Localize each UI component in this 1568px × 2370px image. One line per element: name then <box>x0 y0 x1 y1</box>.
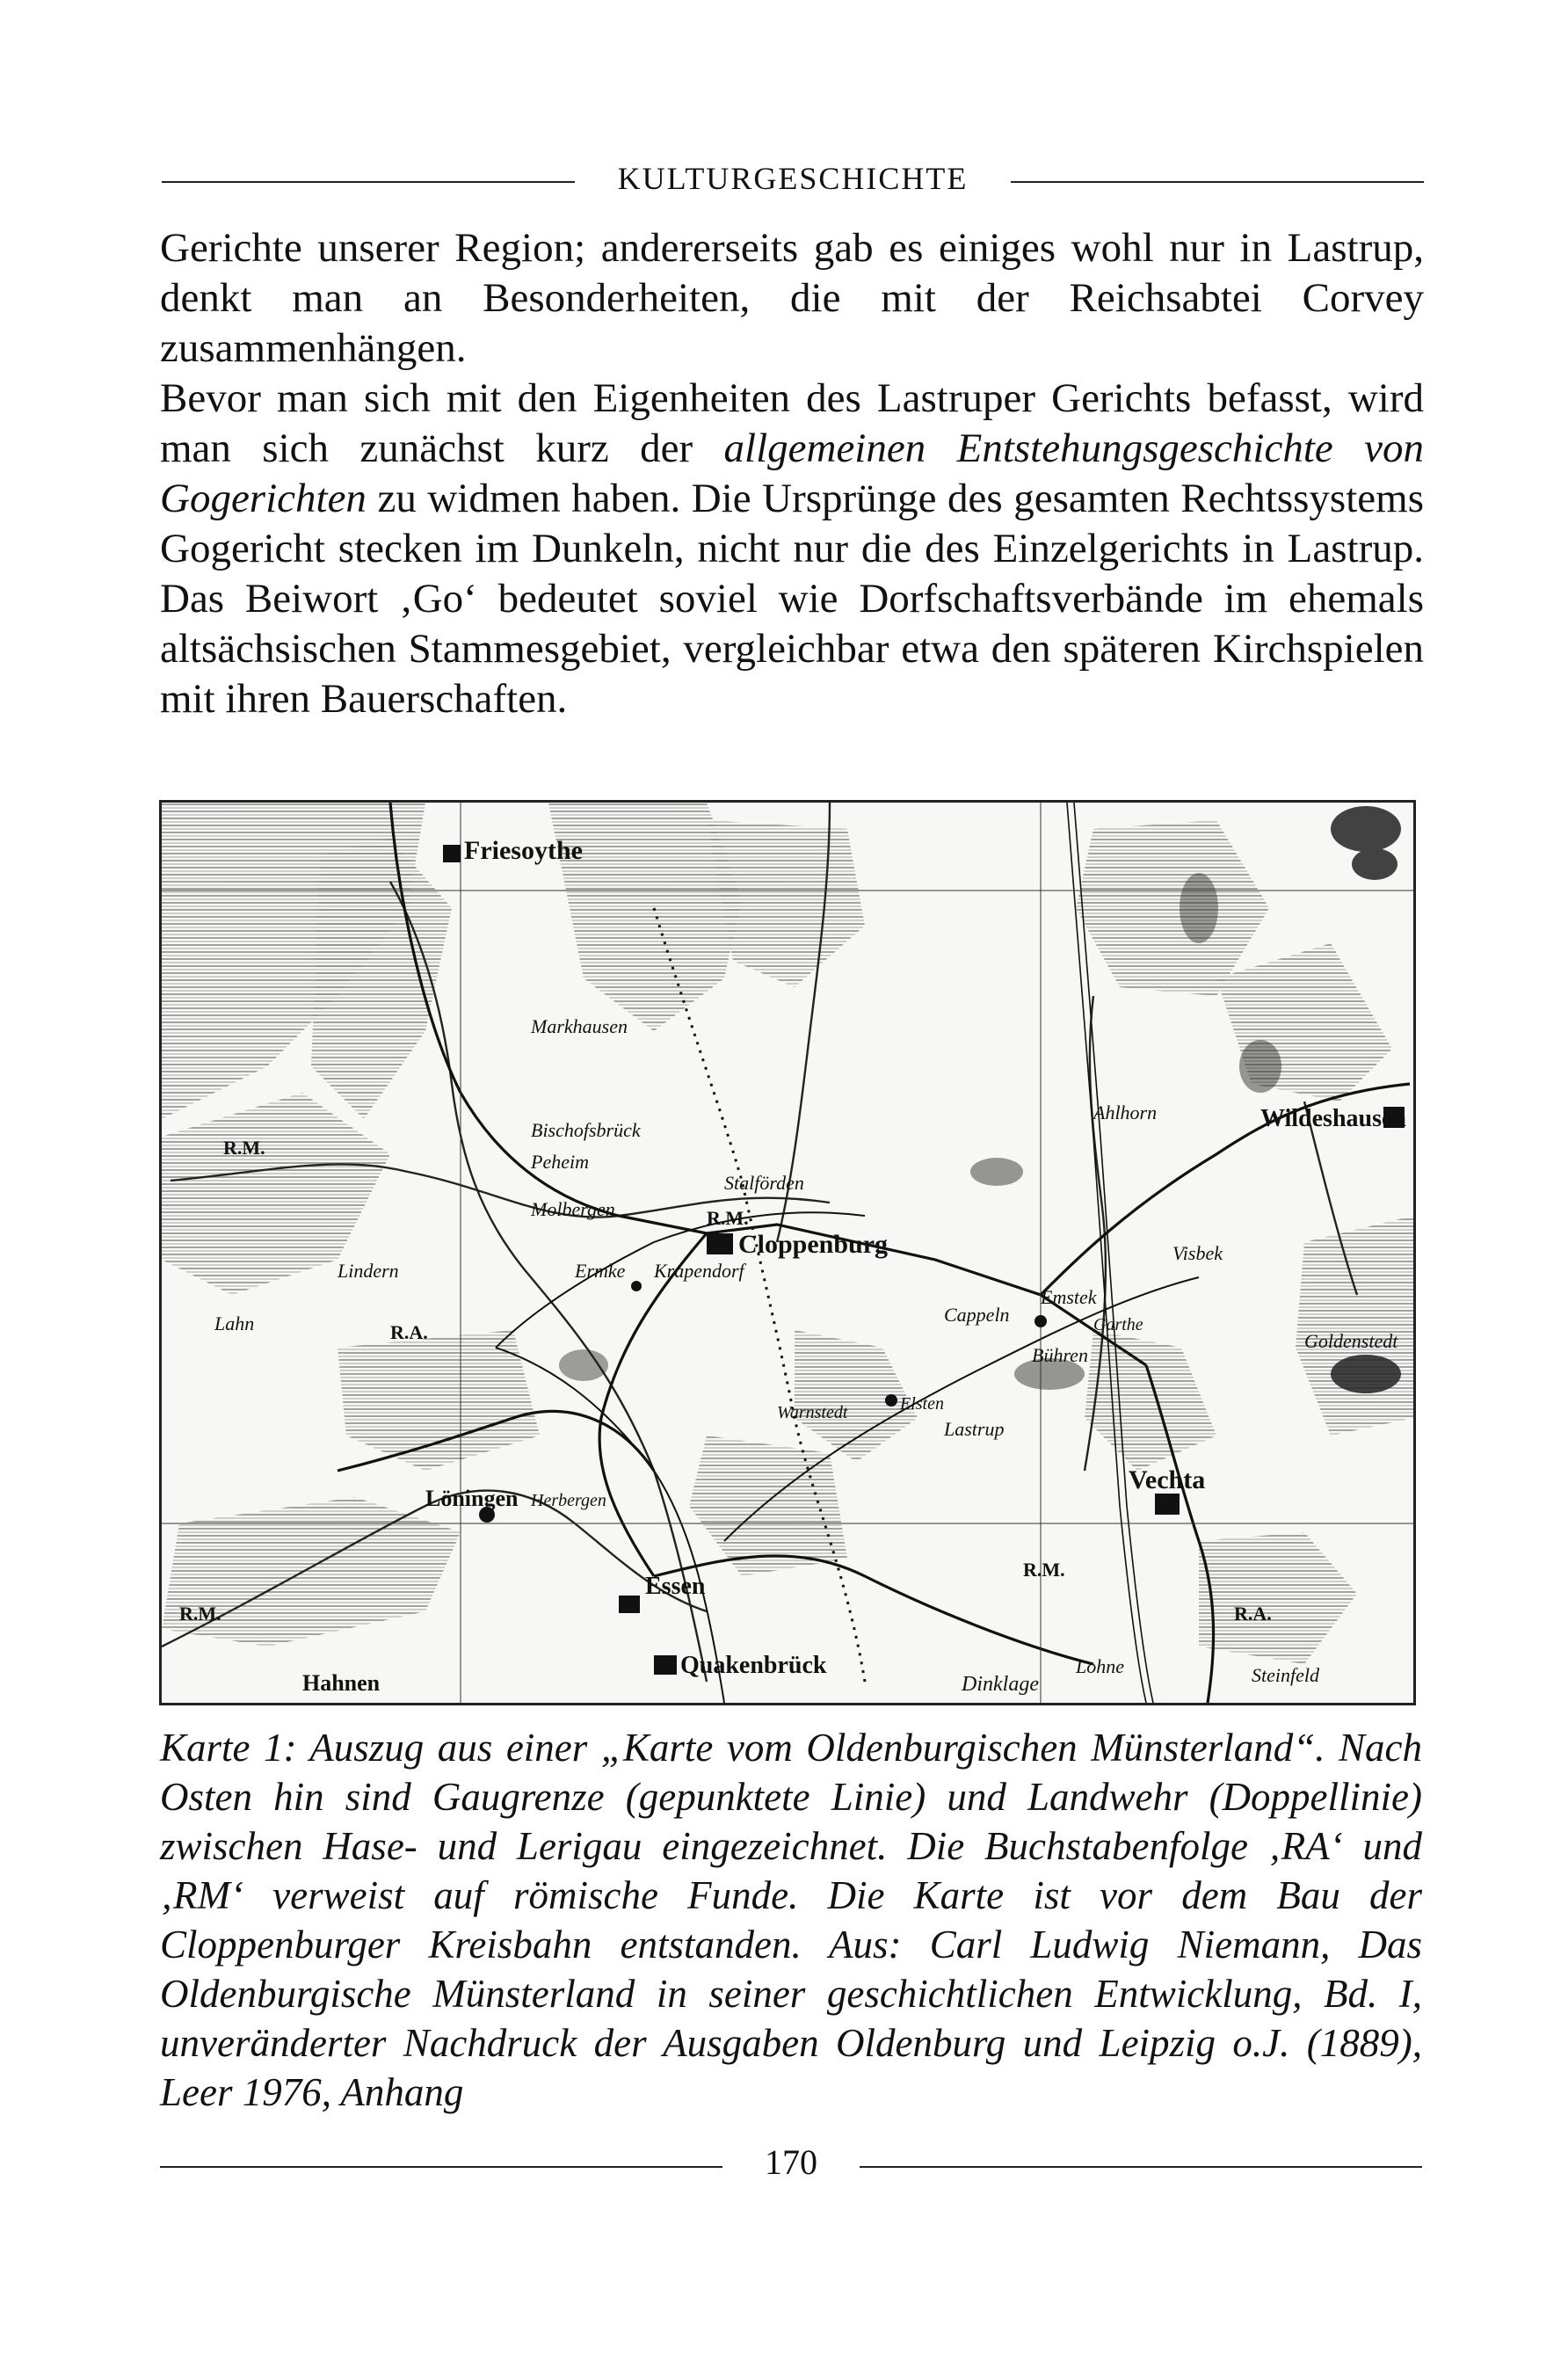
moor-blot <box>970 1158 1023 1186</box>
map-caption <box>160 1723 1422 2117</box>
page-footer <box>160 2138 1422 2191</box>
footer-rule-right <box>860 2166 1422 2168</box>
page-number: 170 <box>765 2142 817 2182</box>
label-molbergen: Molbergen <box>531 1198 615 1220</box>
label-markhausen: Markhausen <box>531 1015 628 1037</box>
label-lindern: Lindern <box>338 1260 399 1282</box>
body-text <box>160 223 1424 724</box>
label-krapendorf: Krapendorf <box>654 1260 744 1282</box>
town-marker-vechta <box>1155 1494 1180 1515</box>
town-marker-friesoythe <box>443 845 461 862</box>
moor-blot <box>559 1349 608 1381</box>
label-lohne: Lohne <box>1076 1655 1124 1677</box>
label-wildeshausen: Wildeshausen <box>1260 1105 1406 1132</box>
town-marker-elsten <box>885 1394 897 1407</box>
label-quakenbrueck: Quakenbrück <box>680 1652 827 1679</box>
label-lastrup: Lastrup <box>944 1418 1005 1440</box>
label-visbek: Visbek <box>1172 1242 1223 1264</box>
label-rm-cloppenburg: R.M. <box>707 1207 749 1229</box>
label-warnstedt: Warnstedt <box>777 1403 848 1422</box>
moor-blot <box>1352 848 1397 880</box>
label-emstek: Emstek <box>1041 1286 1097 1308</box>
label-cloppenburg: Cloppenburg <box>738 1230 889 1259</box>
paragraph-2-start: Bevor man sich mit den Eigenheiten des Lastruper Gerichts befasst, wird man sich zunächst kurz der <box>160 375 1424 471</box>
label-buehren: Bühren <box>1032 1344 1088 1366</box>
header-rule-right <box>1011 181 1424 183</box>
paragraph-2-end: zu widmen haben. Die Ursprünge des gesamten Rechtssystems Gogericht stecken im Dunkeln, nicht nur die des Einzelgerichts in Lastrup. Das Beiwort ‚Go‘ bedeutet soviel wie Dorfschaftsverbände im ehemals altsächsischen Stammesgebiet, vergleichbar etwa den späteren Kirchspielen mit ihren Bauerschaften. <box>160 476 1424 722</box>
label-stalfoerden: Stalförden <box>724 1172 804 1194</box>
town-marker-emstek <box>1034 1315 1047 1327</box>
caption-text: Karte 1: Auszug aus einer „Karte vom Oldenburgischen Münsterland“. Nach Osten hin sind Gaugrenze (gepunktete Linie) und Landwehr (Doppellinie) zwischen Hase- und Lerigau eingezeichnet. Die Buchstabenfolge ‚RA‘ und ‚RM‘ verweist auf römische Funde. Die Karte ist vor dem Bau der Cloppenburger Kreisbahn entstanden. Aus: Carl Ludwig Niemann, Das Oldenburgische Münsterland in seiner geschichtlichen Entwicklung, Bd. I, unveränderter Nachdruck der Ausgaben Oldenburg und Leipzig o.J. (1889), Leer 1976, Anhang <box>160 1726 1422 2114</box>
label-elsten: Elsten <box>900 1394 944 1414</box>
moor-blot <box>1331 806 1401 852</box>
label-ermke: Ermke <box>575 1260 626 1282</box>
label-ra-west: R.A. <box>390 1321 428 1343</box>
moor-blot <box>1331 1355 1401 1393</box>
town-marker-quakenbrueck <box>654 1655 677 1675</box>
paragraph-2-emphasis: allgemeinen Entstehungsgeschichte von Gogerichten <box>160 425 1424 521</box>
label-goldenstedt: Goldenstedt <box>1304 1330 1398 1352</box>
moor-blot <box>1239 1040 1281 1093</box>
label-loeningen: Löningen <box>425 1486 519 1511</box>
label-rm-southwest: R.M. <box>179 1603 221 1625</box>
running-header-title: KULTURGESCHICHTE <box>617 161 969 196</box>
label-steinfeld: Steinfeld <box>1252 1664 1319 1686</box>
label-friesoythe: Friesoythe <box>464 836 583 865</box>
paragraph-1: Gerichte unserer Region; andererseits gab es einiges wohl nur in Lastrup, denkt man an Besonderheiten, die mit der Reichsabtei Corvey zusammenhängen. <box>160 225 1424 371</box>
label-lahn: Lahn <box>214 1312 255 1334</box>
label-rm-south: R.M. <box>1023 1559 1065 1581</box>
label-ahlhorn: Ahlhorn <box>1093 1101 1158 1123</box>
running-header <box>162 155 1424 207</box>
historic-map <box>159 800 1416 1705</box>
town-marker-cloppenburg <box>707 1233 733 1254</box>
label-dinklage: Dinklage <box>962 1673 1039 1696</box>
label-ra-east: R.A. <box>1234 1603 1272 1625</box>
town-marker-krapendorf <box>631 1281 642 1291</box>
label-essen: Essen <box>645 1573 706 1600</box>
label-bischofsbrueck: Bischofsbrück <box>531 1119 641 1141</box>
label-cappeln: Cappeln <box>944 1304 1010 1326</box>
moor-blot <box>1180 873 1218 943</box>
label-peheim: Peheim <box>531 1151 589 1173</box>
paragraph-2 <box>160 374 1424 724</box>
map-drawing <box>162 803 1413 1703</box>
label-vechta: Vechta <box>1129 1465 1206 1494</box>
label-rm-west: R.M. <box>223 1137 265 1159</box>
town-marker-essen <box>619 1596 640 1613</box>
label-garthe: Garthe <box>1093 1315 1143 1334</box>
label-herbergen: Herbergen <box>531 1491 606 1510</box>
label-hahnen: Hahnen <box>302 1670 381 1696</box>
